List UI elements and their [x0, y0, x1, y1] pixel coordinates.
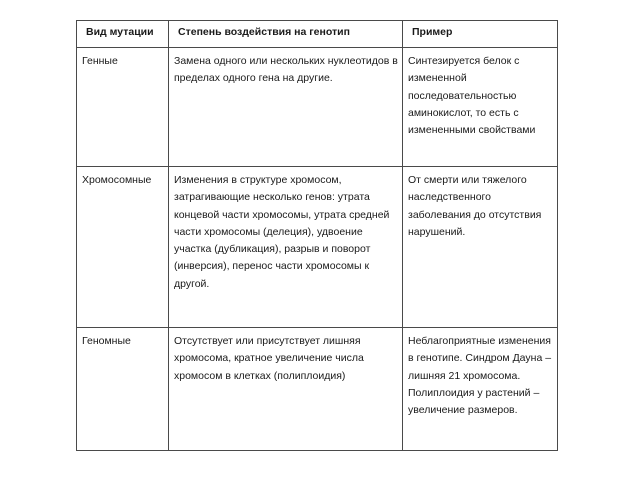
cell-example-chromosomal: От смерти или тяжелого наследственного заболевания до отсутствия нарушений. [403, 167, 558, 328]
cell-degree-genomic: Отсутствует или присутствует лишняя хромосома, кратное увеличение числа хромосом в клетках (полиплоидия) [169, 328, 403, 451]
cell-example-genomic: Неблагоприятные изменения в генотипе. Синдром Дауна – лишняя 21 хромосома. Полиплоидия у растений – увеличение размеров. [403, 328, 558, 451]
cell-example-gene: Синтезируется белок с измененной последовательностью аминокислот, то есть с измененными свойствами [403, 48, 558, 167]
cell-type-chromosomal: Хромосомные [77, 167, 169, 328]
table-body [77, 48, 558, 451]
table-row-chromosomal [77, 167, 558, 328]
table-header [77, 21, 558, 48]
cell-type-genomic: Геномные [77, 328, 169, 451]
cell-type-gene: Генные [77, 48, 169, 167]
mutation-types-table [76, 20, 558, 451]
header-genotype-impact: Степень воздействия на генотип [169, 21, 403, 48]
header-mutation-type: Вид мутации [77, 21, 169, 48]
header-row [77, 21, 558, 48]
header-example: Пример [403, 21, 558, 48]
cell-degree-chromosomal: Изменения в структуре хромосом, затрагивающие несколько генов: утрата концевой части хромосомы, утрата средней части хромосомы (делеция), удвоение участка (дубликация), разрыв и поворот (инверсия), перенос части хромосомы к другой. [169, 167, 403, 328]
table-row-genomic [77, 328, 558, 451]
table-row-gene [77, 48, 558, 167]
cell-degree-gene: Замена одного или нескольких нуклеотидов в пределах одного гена на другие. [169, 48, 403, 167]
